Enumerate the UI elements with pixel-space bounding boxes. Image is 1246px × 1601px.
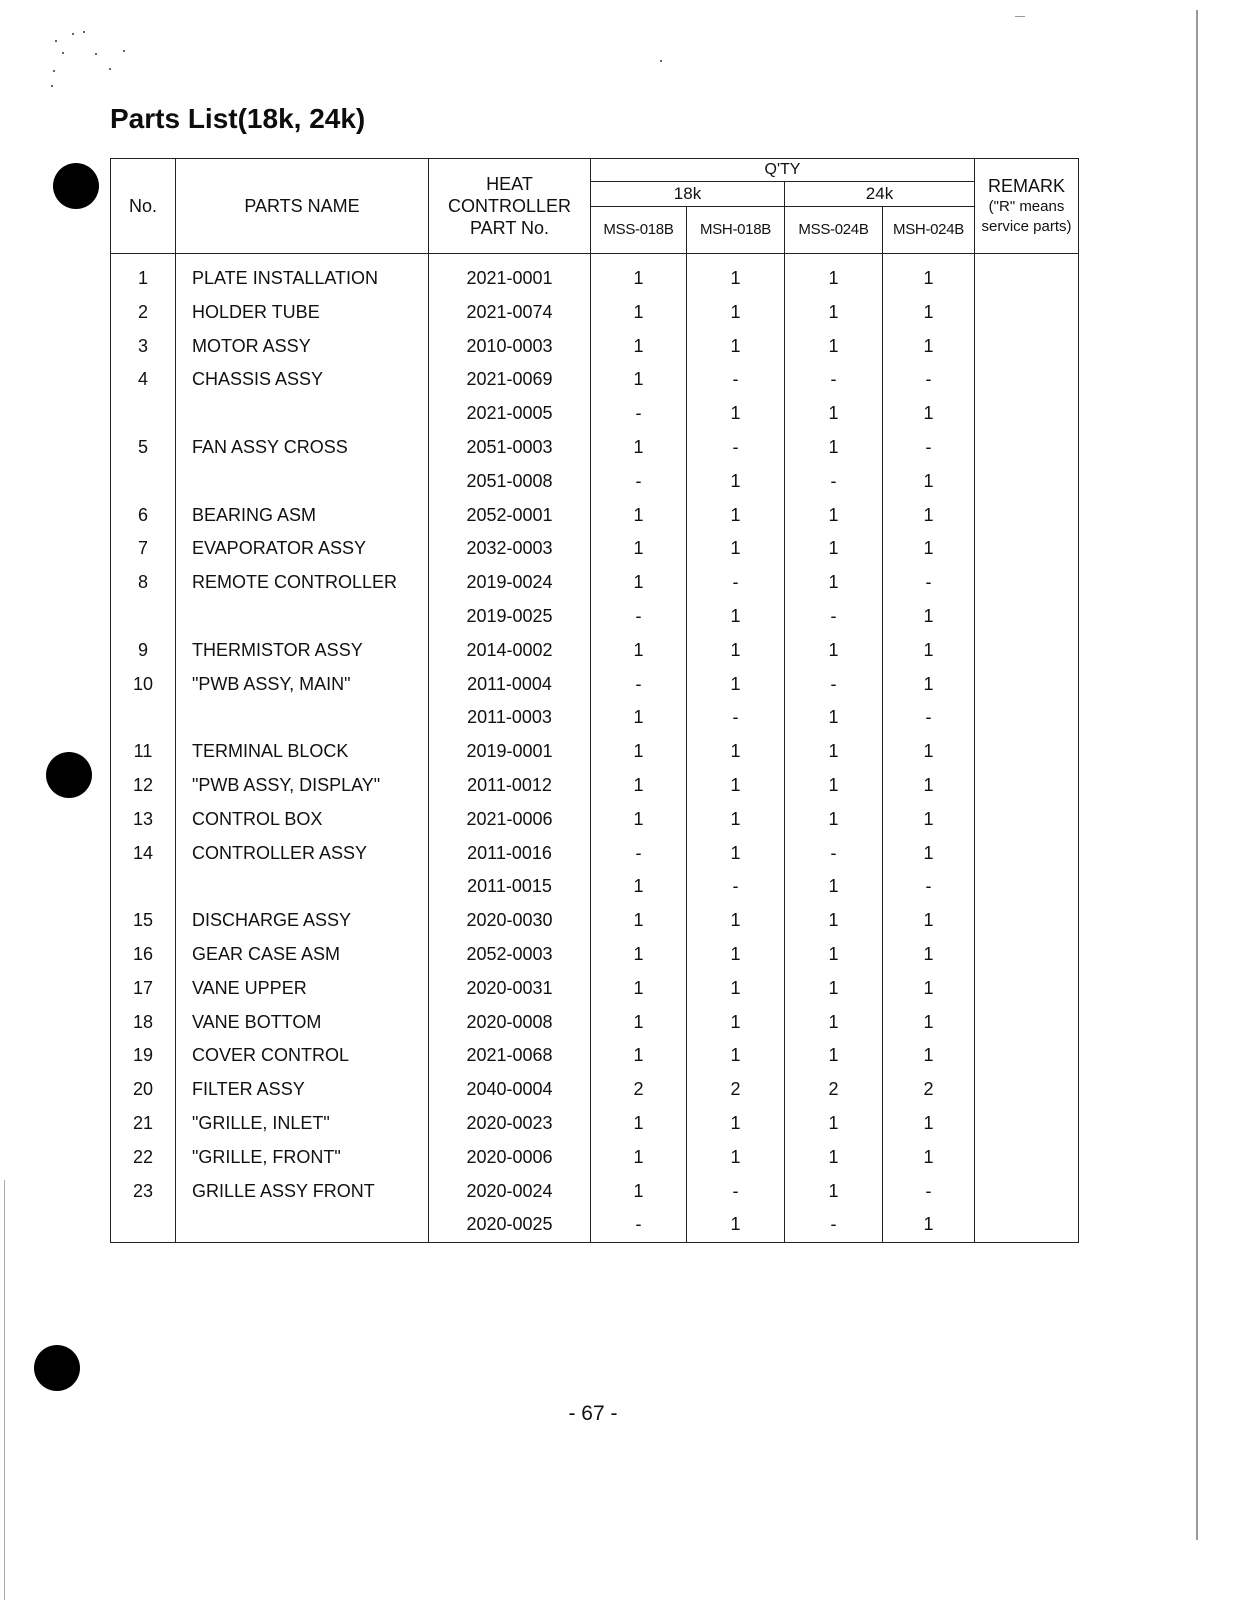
- qty-msh-018b: 1: [687, 254, 785, 296]
- cell-remark: [975, 465, 1079, 499]
- qty-msh-024b: 1: [883, 1107, 975, 1141]
- page-title: Parts List(18k, 24k): [110, 103, 366, 134]
- qty-msh-018b: 1: [687, 1208, 785, 1242]
- table-row: [111, 769, 1079, 803]
- scan-speck: [53, 70, 55, 72]
- table-row: [111, 972, 1079, 1006]
- cell-part-number: 2011-0012: [429, 769, 591, 803]
- qty-mss-024b: 1: [785, 803, 883, 837]
- qty-mss-024b: 1: [785, 566, 883, 600]
- cell-remark: [975, 296, 1079, 330]
- header-parts-name: PARTS NAME: [176, 159, 429, 254]
- qty-mss-018b: -: [591, 837, 687, 871]
- cell-no: 20: [111, 1073, 176, 1107]
- qty-msh-024b: 1: [883, 296, 975, 330]
- qty-mss-018b: 1: [591, 634, 687, 668]
- qty-msh-024b: 1: [883, 1039, 975, 1073]
- table-row: [111, 465, 1079, 499]
- cell-part-number: 2021-0069: [429, 363, 591, 397]
- qty-msh-024b: 1: [883, 330, 975, 364]
- table-row: [111, 634, 1079, 668]
- cell-part-name: [176, 397, 429, 431]
- qty-mss-018b: 1: [591, 938, 687, 972]
- qty-mss-018b: -: [591, 397, 687, 431]
- qty-msh-018b: -: [687, 1175, 785, 1209]
- qty-mss-024b: -: [785, 1208, 883, 1242]
- cell-remark: [975, 904, 1079, 938]
- cell-part-number: 2019-0025: [429, 600, 591, 634]
- qty-msh-018b: 1: [687, 735, 785, 769]
- cell-remark: [975, 735, 1079, 769]
- cell-part-name: FAN ASSY CROSS: [176, 431, 429, 465]
- cell-remark: [975, 701, 1079, 735]
- qty-msh-018b: 1: [687, 1006, 785, 1040]
- qty-msh-018b: 1: [687, 1107, 785, 1141]
- qty-msh-018b: -: [687, 566, 785, 600]
- qty-msh-018b: 1: [687, 465, 785, 499]
- qty-mss-024b: 1: [785, 769, 883, 803]
- qty-mss-024b: 1: [785, 1175, 883, 1209]
- qty-mss-024b: -: [785, 465, 883, 499]
- cell-part-number: 2051-0003: [429, 431, 591, 465]
- header-remark-sub2: service parts): [981, 218, 1072, 235]
- qty-mss-024b: 1: [785, 701, 883, 735]
- qty-mss-024b: 1: [785, 499, 883, 533]
- punch-hole: [53, 163, 99, 209]
- header-group-18k: 18k: [591, 182, 785, 207]
- cell-part-number: 2011-0016: [429, 837, 591, 871]
- table-row: [111, 296, 1079, 330]
- cell-remark: [975, 972, 1079, 1006]
- header-part-no-line2: CONTROLLER: [447, 196, 572, 216]
- cell-part-number: 2019-0024: [429, 566, 591, 600]
- qty-mss-024b: 1: [785, 1141, 883, 1175]
- qty-mss-024b: 1: [785, 634, 883, 668]
- qty-mss-018b: -: [591, 1208, 687, 1242]
- cell-remark: [975, 600, 1079, 634]
- qty-mss-018b: 1: [591, 532, 687, 566]
- qty-mss-024b: 1: [785, 1039, 883, 1073]
- cell-part-name: TERMINAL BLOCK: [176, 735, 429, 769]
- table-header: [111, 159, 1079, 254]
- cell-part-name: "PWB ASSY, DISPLAY": [176, 769, 429, 803]
- qty-msh-018b: -: [687, 870, 785, 904]
- cell-remark: [975, 566, 1079, 600]
- cell-no: 12: [111, 769, 176, 803]
- scan-speck: [95, 53, 97, 55]
- qty-mss-018b: -: [591, 668, 687, 702]
- cell-part-number: 2020-0030: [429, 904, 591, 938]
- cell-remark: [975, 254, 1079, 296]
- qty-msh-024b: 1: [883, 803, 975, 837]
- cell-part-name: VANE UPPER: [176, 972, 429, 1006]
- qty-mss-018b: 1: [591, 1175, 687, 1209]
- header-model-mss-018b: MSS-018B: [591, 207, 687, 254]
- cell-no: 21: [111, 1107, 176, 1141]
- qty-mss-018b: 1: [591, 431, 687, 465]
- table-row: [111, 735, 1079, 769]
- cell-part-name: CONTROL BOX: [176, 803, 429, 837]
- table-row: [111, 1175, 1079, 1209]
- qty-mss-018b: 1: [591, 1039, 687, 1073]
- header-remark-title: REMARK: [988, 176, 1066, 196]
- cell-no: [111, 465, 176, 499]
- cell-no: [111, 1208, 176, 1242]
- qty-msh-024b: -: [883, 870, 975, 904]
- qty-mss-018b: 1: [591, 363, 687, 397]
- cell-part-name: CONTROLLER ASSY: [176, 837, 429, 871]
- cell-part-name: PLATE INSTALLATION: [176, 254, 429, 296]
- table-row: [111, 254, 1079, 296]
- scan-speck: [660, 60, 662, 62]
- qty-msh-024b: -: [883, 701, 975, 735]
- qty-msh-024b: 1: [883, 938, 975, 972]
- cell-part-number: 2011-0004: [429, 668, 591, 702]
- qty-msh-024b: 1: [883, 254, 975, 296]
- qty-mss-018b: 1: [591, 870, 687, 904]
- cell-part-number: 2020-0024: [429, 1175, 591, 1209]
- cell-no: 6: [111, 499, 176, 533]
- cell-no: [111, 701, 176, 735]
- qty-mss-024b: 1: [785, 254, 883, 296]
- table-row: [111, 363, 1079, 397]
- cell-part-number: 2052-0003: [429, 938, 591, 972]
- cell-part-name: [176, 1208, 429, 1242]
- table-row: [111, 1006, 1079, 1040]
- qty-msh-018b: 1: [687, 499, 785, 533]
- qty-mss-024b: 1: [785, 972, 883, 1006]
- qty-mss-018b: -: [591, 465, 687, 499]
- cell-no: 1: [111, 254, 176, 296]
- cell-part-number: 2020-0008: [429, 1006, 591, 1040]
- table-row: [111, 499, 1079, 533]
- qty-msh-024b: 1: [883, 1006, 975, 1040]
- header-remark: [975, 159, 1079, 254]
- cell-part-number: 2011-0003: [429, 701, 591, 735]
- scan-speck: [109, 68, 111, 70]
- cell-part-number: 2020-0006: [429, 1141, 591, 1175]
- cell-no: 2: [111, 296, 176, 330]
- cell-no: 16: [111, 938, 176, 972]
- cell-part-name: COVER CONTROL: [176, 1039, 429, 1073]
- cell-no: 13: [111, 803, 176, 837]
- table-row: [111, 1141, 1079, 1175]
- cell-no: 4: [111, 363, 176, 397]
- table-row: [111, 431, 1079, 465]
- header-model-msh-024b: MSH-024B: [883, 207, 975, 254]
- table-row: [111, 566, 1079, 600]
- cell-part-name: DISCHARGE ASSY: [176, 904, 429, 938]
- cell-no: 7: [111, 532, 176, 566]
- qty-msh-018b: 1: [687, 668, 785, 702]
- cell-remark: [975, 634, 1079, 668]
- header-part-no-line1: HEAT: [486, 174, 533, 194]
- cell-part-number: 2021-0001: [429, 254, 591, 296]
- cell-part-number: 2020-0031: [429, 972, 591, 1006]
- scan-edge: [4, 1180, 5, 1600]
- qty-msh-024b: 1: [883, 1141, 975, 1175]
- parts-list-table: [110, 158, 1079, 1243]
- table-row: [111, 600, 1079, 634]
- qty-mss-018b: 1: [591, 330, 687, 364]
- cell-part-name: GEAR CASE ASM: [176, 938, 429, 972]
- qty-msh-024b: -: [883, 363, 975, 397]
- qty-mss-018b: 1: [591, 1141, 687, 1175]
- cell-no: 11: [111, 735, 176, 769]
- qty-msh-018b: -: [687, 701, 785, 735]
- cell-remark: [975, 1073, 1079, 1107]
- cell-part-name: THERMISTOR ASSY: [176, 634, 429, 668]
- qty-mss-018b: 2: [591, 1073, 687, 1107]
- qty-mss-018b: 1: [591, 735, 687, 769]
- cell-no: 10: [111, 668, 176, 702]
- cell-remark: [975, 532, 1079, 566]
- cell-part-number: 2040-0004: [429, 1073, 591, 1107]
- cell-remark: [975, 1141, 1079, 1175]
- cell-part-number: 2011-0015: [429, 870, 591, 904]
- cell-part-name: CHASSIS ASSY: [176, 363, 429, 397]
- table-row: [111, 1039, 1079, 1073]
- cell-part-name: HOLDER TUBE: [176, 296, 429, 330]
- scan-speck: [83, 31, 85, 33]
- cell-part-number: 2019-0001: [429, 735, 591, 769]
- qty-msh-018b: 1: [687, 837, 785, 871]
- qty-msh-018b: 1: [687, 904, 785, 938]
- table-row: [111, 870, 1079, 904]
- cell-no: 5: [111, 431, 176, 465]
- qty-mss-018b: 1: [591, 1006, 687, 1040]
- cell-no: 15: [111, 904, 176, 938]
- qty-mss-018b: 1: [591, 499, 687, 533]
- table-row: [111, 904, 1079, 938]
- table-row: [111, 803, 1079, 837]
- cell-remark: [975, 870, 1079, 904]
- cell-part-number: 2032-0003: [429, 532, 591, 566]
- header-qty: Q'TY: [591, 159, 975, 182]
- qty-mss-024b: -: [785, 837, 883, 871]
- qty-msh-024b: 2: [883, 1073, 975, 1107]
- cell-no: 23: [111, 1175, 176, 1209]
- qty-mss-024b: 2: [785, 1073, 883, 1107]
- cell-remark: [975, 397, 1079, 431]
- qty-msh-018b: 1: [687, 634, 785, 668]
- cell-part-name: GRILLE ASSY FRONT: [176, 1175, 429, 1209]
- qty-msh-024b: -: [883, 1175, 975, 1209]
- qty-mss-018b: 1: [591, 701, 687, 735]
- qty-msh-024b: 1: [883, 904, 975, 938]
- qty-msh-024b: 1: [883, 465, 975, 499]
- cell-part-number: 2021-0074: [429, 296, 591, 330]
- cell-no: 8: [111, 566, 176, 600]
- cell-part-number: 2021-0068: [429, 1039, 591, 1073]
- qty-msh-024b: 1: [883, 735, 975, 769]
- qty-msh-018b: -: [687, 431, 785, 465]
- qty-msh-018b: 1: [687, 296, 785, 330]
- qty-msh-018b: 2: [687, 1073, 785, 1107]
- qty-msh-024b: -: [883, 566, 975, 600]
- cell-remark: [975, 837, 1079, 871]
- cell-remark: [975, 769, 1079, 803]
- table-row: [111, 701, 1079, 735]
- qty-msh-018b: -: [687, 363, 785, 397]
- cell-no: 14: [111, 837, 176, 871]
- cell-remark: [975, 363, 1079, 397]
- scan-edge: [1015, 16, 1025, 17]
- cell-part-number: 2051-0008: [429, 465, 591, 499]
- cell-part-number: 2020-0023: [429, 1107, 591, 1141]
- qty-mss-024b: -: [785, 600, 883, 634]
- qty-msh-024b: -: [883, 431, 975, 465]
- qty-mss-024b: 1: [785, 735, 883, 769]
- table-body: [111, 254, 1079, 1243]
- table-row: [111, 938, 1079, 972]
- cell-part-name: BEARING ASM: [176, 499, 429, 533]
- cell-part-name: [176, 600, 429, 634]
- scan-speck: [62, 52, 64, 54]
- header-group-24k: 24k: [785, 182, 975, 207]
- qty-mss-024b: 1: [785, 904, 883, 938]
- cell-part-name: [176, 701, 429, 735]
- qty-msh-024b: 1: [883, 499, 975, 533]
- cell-remark: [975, 1006, 1079, 1040]
- qty-msh-024b: 1: [883, 837, 975, 871]
- table-row: [111, 397, 1079, 431]
- header-no: No.: [111, 159, 176, 254]
- cell-part-number: 2021-0006: [429, 803, 591, 837]
- qty-msh-024b: 1: [883, 634, 975, 668]
- cell-no: 9: [111, 634, 176, 668]
- table-row: [111, 668, 1079, 702]
- qty-mss-024b: 1: [785, 870, 883, 904]
- scan-edge: [1196, 10, 1198, 1540]
- table-row: [111, 1208, 1079, 1242]
- cell-no: 22: [111, 1141, 176, 1175]
- qty-mss-018b: -: [591, 600, 687, 634]
- qty-mss-018b: 1: [591, 254, 687, 296]
- qty-msh-018b: 1: [687, 1141, 785, 1175]
- qty-mss-024b: 1: [785, 532, 883, 566]
- scan-speck: [123, 50, 125, 52]
- cell-part-name: REMOTE CONTROLLER: [176, 566, 429, 600]
- punch-hole: [34, 1345, 80, 1391]
- cell-part-number: 2010-0003: [429, 330, 591, 364]
- cell-part-name: [176, 870, 429, 904]
- qty-msh-018b: 1: [687, 532, 785, 566]
- header-part-no: [429, 159, 591, 254]
- qty-msh-018b: 1: [687, 1039, 785, 1073]
- qty-msh-018b: 1: [687, 769, 785, 803]
- qty-msh-024b: 1: [883, 397, 975, 431]
- qty-msh-024b: 1: [883, 1208, 975, 1242]
- cell-part-name: VANE BOTTOM: [176, 1006, 429, 1040]
- cell-remark: [975, 330, 1079, 364]
- qty-msh-024b: 1: [883, 532, 975, 566]
- qty-mss-018b: 1: [591, 1107, 687, 1141]
- header-part-no-line3: PART No.: [469, 218, 550, 238]
- cell-part-name: [176, 465, 429, 499]
- qty-msh-018b: 1: [687, 330, 785, 364]
- qty-mss-018b: 1: [591, 566, 687, 600]
- scan-speck: [55, 40, 57, 42]
- cell-remark: [975, 1208, 1079, 1242]
- qty-msh-018b: 1: [687, 397, 785, 431]
- table-row: [111, 1073, 1079, 1107]
- qty-mss-018b: 1: [591, 803, 687, 837]
- cell-remark: [975, 1107, 1079, 1141]
- table-row: [111, 1107, 1079, 1141]
- qty-msh-018b: 1: [687, 938, 785, 972]
- table-row: [111, 837, 1079, 871]
- cell-no: [111, 600, 176, 634]
- qty-msh-024b: 1: [883, 668, 975, 702]
- cell-remark: [975, 938, 1079, 972]
- scan-speck: [72, 33, 74, 35]
- qty-mss-024b: 1: [785, 938, 883, 972]
- qty-mss-018b: 1: [591, 972, 687, 1006]
- cell-part-name: EVAPORATOR ASSY: [176, 532, 429, 566]
- cell-remark: [975, 1175, 1079, 1209]
- cell-part-name: MOTOR ASSY: [176, 330, 429, 364]
- table-row: [111, 330, 1079, 364]
- cell-remark: [975, 668, 1079, 702]
- qty-mss-024b: 1: [785, 296, 883, 330]
- cell-part-name: FILTER ASSY: [176, 1073, 429, 1107]
- cell-part-number: 2052-0001: [429, 499, 591, 533]
- qty-mss-024b: 1: [785, 431, 883, 465]
- cell-part-number: 2014-0002: [429, 634, 591, 668]
- cell-no: 3: [111, 330, 176, 364]
- cell-remark: [975, 803, 1079, 837]
- cell-remark: [975, 1039, 1079, 1073]
- table-row: [111, 532, 1079, 566]
- scan-speck: [51, 85, 53, 87]
- qty-mss-024b: 1: [785, 1006, 883, 1040]
- qty-msh-018b: 1: [687, 803, 785, 837]
- qty-msh-018b: 1: [687, 600, 785, 634]
- cell-part-name: "GRILLE, FRONT": [176, 1141, 429, 1175]
- qty-msh-024b: 1: [883, 600, 975, 634]
- cell-part-number: 2021-0005: [429, 397, 591, 431]
- cell-no: 19: [111, 1039, 176, 1073]
- qty-mss-024b: -: [785, 363, 883, 397]
- header-model-msh-018b: MSH-018B: [687, 207, 785, 254]
- qty-mss-024b: 1: [785, 1107, 883, 1141]
- qty-mss-024b: -: [785, 668, 883, 702]
- cell-part-name: "GRILLE, INLET": [176, 1107, 429, 1141]
- cell-no: [111, 870, 176, 904]
- qty-mss-024b: 1: [785, 330, 883, 364]
- cell-part-number: 2020-0025: [429, 1208, 591, 1242]
- punch-hole: [46, 752, 92, 798]
- cell-no: [111, 397, 176, 431]
- qty-msh-024b: 1: [883, 972, 975, 1006]
- qty-mss-024b: 1: [785, 397, 883, 431]
- qty-mss-018b: 1: [591, 296, 687, 330]
- cell-no: 18: [111, 1006, 176, 1040]
- header-model-mss-024b: MSS-024B: [785, 207, 883, 254]
- qty-mss-018b: 1: [591, 769, 687, 803]
- qty-mss-018b: 1: [591, 904, 687, 938]
- cell-remark: [975, 431, 1079, 465]
- qty-msh-018b: 1: [687, 972, 785, 1006]
- cell-no: 17: [111, 972, 176, 1006]
- page-number: - 67 -: [568, 1402, 618, 1425]
- cell-remark: [975, 499, 1079, 533]
- qty-msh-024b: 1: [883, 769, 975, 803]
- header-remark-sub1: ("R" means: [988, 198, 1065, 215]
- cell-part-name: "PWB ASSY, MAIN": [176, 668, 429, 702]
